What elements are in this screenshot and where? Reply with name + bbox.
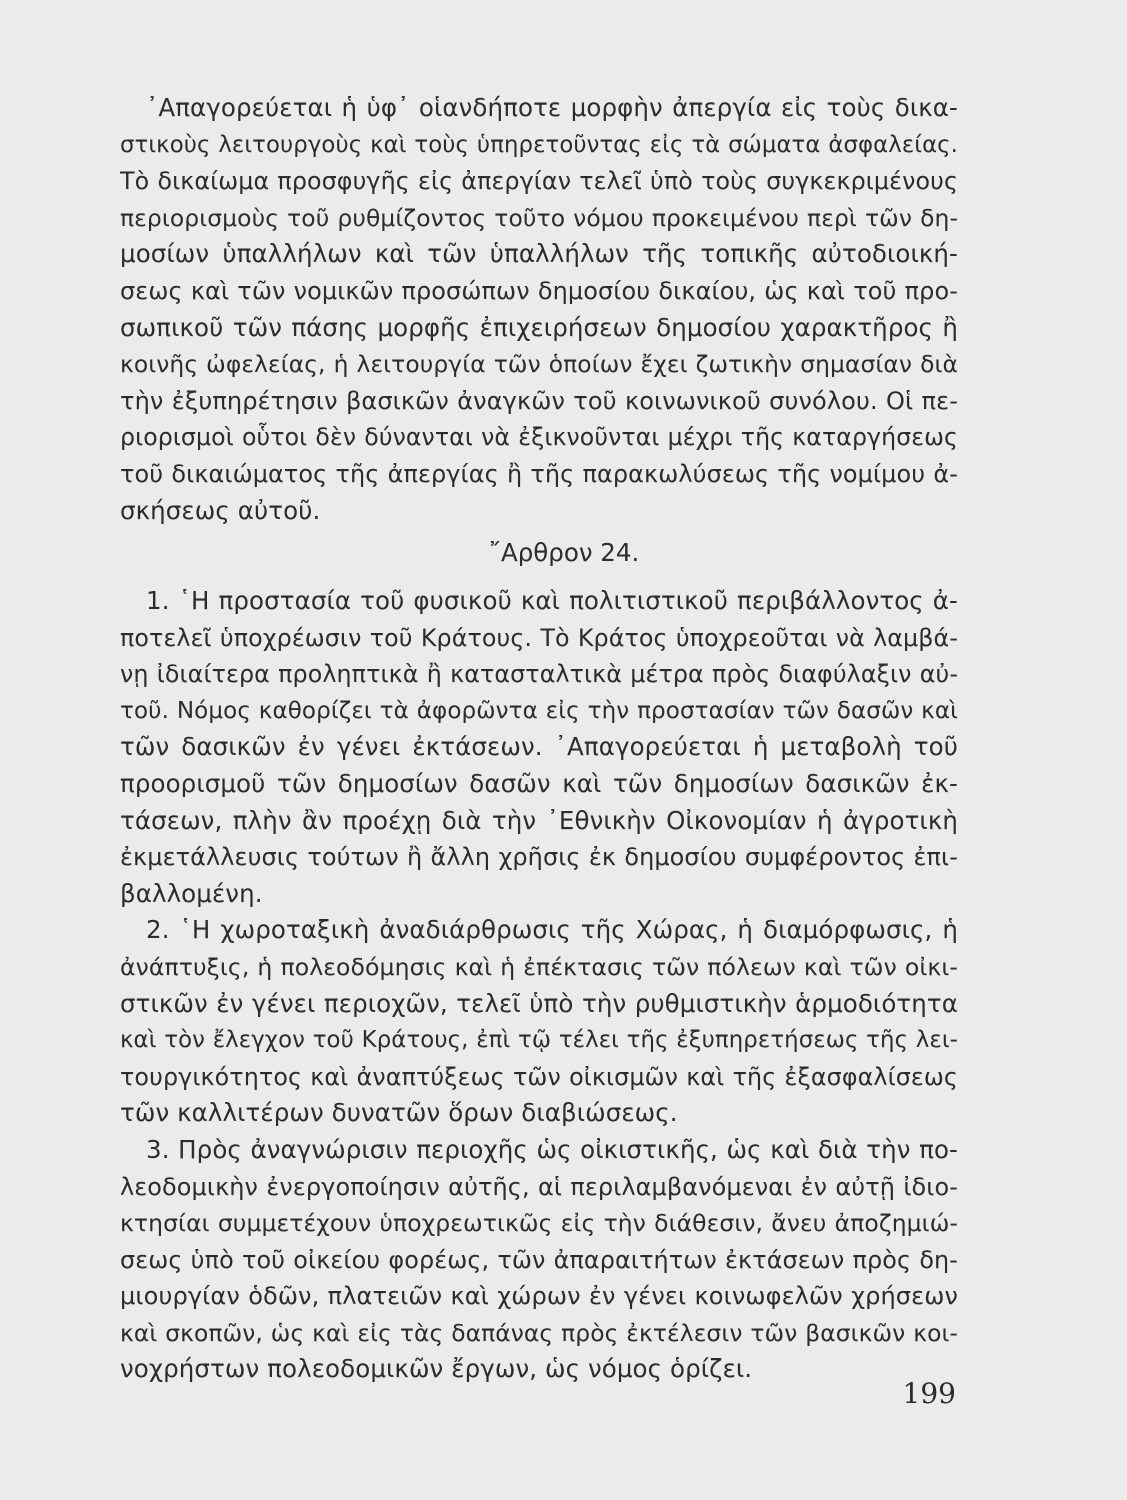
text-line: καὶ σκοπῶν, ὡς καὶ εἰς τὰς δαπάνας πρὸς ἐκτέλεσιν τῶν βασικῶν κοι-	[120, 1318, 958, 1347]
text-line: τὴν ἐξυπηρέτησιν βασικῶν ἀναγκῶν τοῦ κοινωνικοῦ συνόλου. Οἱ πε-	[120, 386, 958, 415]
text-line: στικῶν ἐν γένει περιοχῶν, τελεῖ ὑπὸ τὴν ρυθμιστικὴν ἁρμοδιότητα	[120, 988, 958, 1018]
text-line: Τὸ δικαίωμα προσφυγῆς εἰς ἀπεργίαν τελεῖ ὑπὸ τοὺς συγκεκριμένους	[120, 167, 958, 196]
text-line: νῃ ἰδιαίτερα προληπτικὰ ἢ κατασταλτικὰ μέτρα πρὸς διαφύλαξιν αὐ-	[120, 660, 958, 689]
article-23-paragraph	[120, 90, 958, 529]
text-line: τουργικότητος καὶ ἀναπτύξεως τῶν οἰκισμῶν καὶ τῆς ἐξασφαλίσεως	[120, 1062, 958, 1091]
text-line: σωπικοῦ τῶν πάσης μορφῆς ἐπιχειρήσεων δημοσίου χαρακτῆρος ἢ	[120, 312, 958, 342]
text-line: ποτελεῖ ὑποχρέωσιν τοῦ Κράτους. Τὸ Κράτος ὑποχρεοῦται νὰ λαμβά-	[120, 623, 958, 652]
text-line: προορισμοῦ τῶν δημοσίων δασῶν καὶ τῶν δημοσίων δασικῶν ἐκ-	[120, 768, 958, 798]
text-line: στικοὺς λειτουργοὺς καὶ τοὺς ὑπηρετοῦντας εἰς τὰ σώματα ἀσφαλείας.	[120, 131, 958, 158]
text-line: κοινῆς ὠφελείας, ἡ λειτουργία τῶν ὁποίων ἔχει ζωτικὴν σημασίαν διὰ	[120, 350, 958, 379]
text-line: περιορισμοὺς τοῦ ρυθμίζοντος τοῦτο νόμου προκειμένου περὶ τῶν δη-	[120, 203, 958, 232]
text-line: 1. ῾Η προστασία τοῦ φυσικοῦ καὶ πολιτιστικοῦ περιβάλλοντος ἀ-	[146, 586, 958, 615]
text-line: σεως ὑπὸ τοῦ οἰκείου φορέως, τῶν ἀπαραιτήτων ἐκτάσεων πρὸς δη-	[120, 1245, 958, 1274]
text-line: τῶν δασικῶν ἐν γένει ἐκτάσεων. ᾽Απαγορεύεται ἡ μεταβολὴ τοῦ	[120, 732, 958, 762]
text-line: 3. Πρὸς ἀναγνώρισιν περιοχῆς ὡς οἰκιστικῆς, ὡς καὶ διὰ τὴν πο-	[146, 1134, 958, 1164]
text-line: κτησίαι συμμετέχουν ὑποχρεωτικῶς εἰς τὴν διάθεσιν, ἄνευ ἀποζημιώ-	[120, 1209, 958, 1238]
text-line: βαλλομένη.	[120, 878, 263, 908]
text-line: μοσίων ὑπαλλήλων καὶ τῶν ὑπαλλήλων τῆς τοπικῆς αὐτοδιοική-	[120, 239, 958, 269]
text-line: τοῦ. Νόμος καθορίζει τὰ ἀφορῶντα εἰς τὴν προστασίαν τῶν δασῶν καὶ	[120, 697, 958, 724]
text-line: τοῦ δικαιώματος τῆς ἀπεργίας ἢ τῆς παρακωλύσεως τῆς νομίμου ἀ-	[120, 459, 958, 488]
text-line: τῶν καλλιτέρων δυνατῶν ὅρων διαβιώσεως.	[120, 1098, 678, 1128]
text-line: ᾽Απαγορεύεται ἡ ὑφ᾽ οἱανδήποτε μορφὴν ἀπεργία εἰς τοὺς δικα-	[146, 93, 958, 122]
article-24-body	[120, 583, 958, 1388]
article-heading: ῎Αρθρον 24.	[488, 538, 640, 567]
text-line: ριορισμοὶ οὗτοι δὲν δύνανται νὰ ἐξικνοῦνται μέχρι τῆς καταργήσεως	[120, 423, 958, 452]
text-line: μιουργίαν ὁδῶν, πλατειῶν καὶ χώρων ἐν γένει κοινωφελῶν χρήσεων	[120, 1282, 958, 1311]
text-line: ἐκμετάλλευσις τούτων ἢ ἄλλη χρῆσις ἐκ δημοσίου συμφέροντος ἐπι-	[120, 843, 958, 872]
text-line: σκήσεως αὐτοῦ.	[120, 495, 321, 525]
text-line: ἀνάπτυξις, ἡ πολεοδόμησις καὶ ἡ ἐπέκτασις τῶν πόλεων καὶ τῶν οἰκι-	[120, 952, 958, 981]
text-line: νοχρήστων πολεοδομικῶν ἔργων, ὡς νόμος ὁρίζει.	[120, 1354, 753, 1384]
text-line: σεως καὶ τῶν νομικῶν προσώπων δημοσίου δικαίου, ὡς καὶ τοῦ προ-	[120, 276, 958, 305]
text-line: τάσεων, πλὴν ἂν προέχῃ διὰ τὴν ᾽Εθνικὴν Οἰκονομίαν ἡ ἀγροτικὴ	[120, 805, 958, 835]
text-line: 2. ῾Η χωροταξικὴ ἀναδιάρθρωσις τῆς Χώρας, ἡ διαμόρφωσις, ἡ	[146, 915, 958, 945]
page-number: 199	[902, 1377, 956, 1410]
text-line: λεοδομικὴν ἐνεργοποίησιν αὐτῆς, αἱ περιλαμβανόμεναι ἐν αὐτῇ ἰδιο-	[120, 1172, 958, 1201]
text-line: καὶ τὸν ἔλεγχον τοῦ Κράτους, ἐπὶ τῷ τέλει τῆς ἐξυπηρετήσεως τῆς λει-	[120, 1027, 958, 1054]
